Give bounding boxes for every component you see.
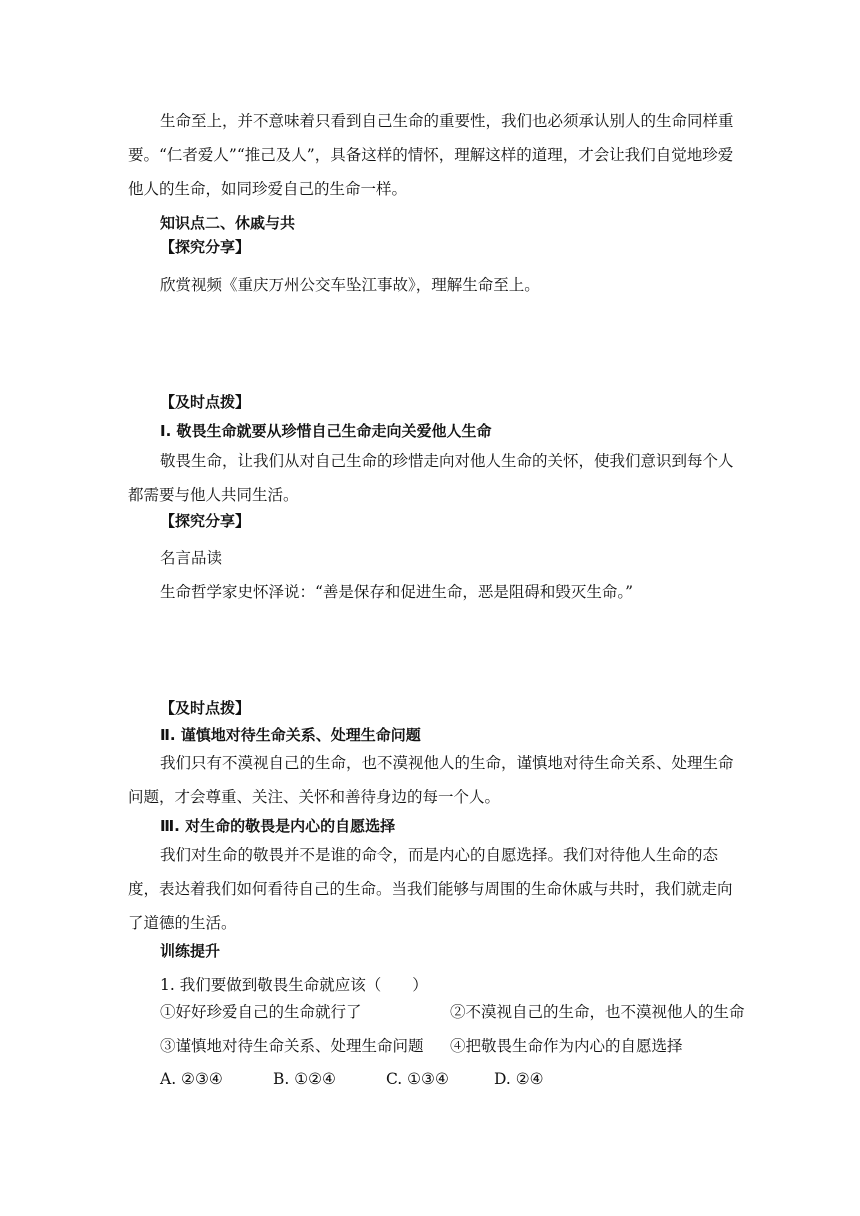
heading-timely-tip-2: 【及时点拨】 — [160, 699, 251, 717]
answer-a: A. ②③④ — [160, 1070, 223, 1088]
answer-b: B. ①②④ — [273, 1070, 336, 1088]
heading-point-3: Ⅲ. 对生命的敬畏是内心的自愿选择 — [160, 817, 396, 835]
paragraph-schweitzer-quote: 生命哲学家史怀泽说：“善是保存和促进生命，恶是阻碍和毁灭生命。” — [160, 583, 634, 601]
paragraph-point-3: 我们对生命的敬畏并不是谁的命令，而是内心的自愿选择。我们对待他人生命的态度，表达着我们如何看待自己的生命。当我们能够与周围的生命休戚与共时，我们就走向了道德的生活。 — [128, 846, 733, 932]
heading-knowledge-point-2: 知识点二、休戚与共 — [160, 214, 296, 232]
question-1: 1. 我们要做到敬畏生命就应该（ ） — [160, 976, 428, 994]
option-2: ②不漠视自己的生命，也不漠视他人的生命 — [450, 1003, 745, 1021]
option-3: ③谨慎地对待生命关系、处理生命问题 — [160, 1037, 424, 1055]
paragraph-watch-video: 欣赏视频《重庆万州公交车坠江事故》，理解生命至上。 — [160, 276, 540, 294]
paragraph-point-2: 我们只有不漠视自己的生命，也不漠视他人的生命，谨慎地对待生命关系、处理生命问题，才会尊重、关注、关怀和善待身边的每一个人。 — [128, 754, 734, 806]
paragraph-life-supreme: 生命至上，并不意味着只看到自己生命的重要性，我们也必须承认别人的生命同样重要。“仁者爱人”“推己及人”，具备这样的情怀，理解这样的道理，才会让我们自觉地珍爱他人的生命，如同珍爱自己的生命一样。 — [128, 112, 734, 198]
question-1-options — [160, 1002, 745, 1082]
heading-training: 训练提升 — [160, 942, 221, 960]
paragraph-point-1: 敬畏生命，让我们从对自己生命的珍惜走向对他人生命的关怀，使我们意识到每个人都需要与他人共同生活。 — [128, 452, 734, 504]
option-1: ①好好珍爱自己的生命就行了 — [160, 1003, 362, 1021]
option-4: ④把敬畏生命作为内心的自愿选择 — [450, 1037, 683, 1055]
text-quote-reading: 名言品读 — [160, 549, 223, 567]
heading-point-1: Ⅰ. 敬畏生命就要从珍惜自己生命走向关爱他人生命 — [160, 422, 492, 440]
heading-explore-share-1: 【探究分享】 — [160, 238, 251, 256]
answer-d: D. ②④ — [494, 1070, 544, 1088]
heading-timely-tip-1: 【及时点拨】 — [160, 393, 251, 411]
heading-point-2: Ⅱ. 谨慎地对待生命关系、处理生命问题 — [160, 726, 421, 744]
heading-explore-share-2: 【探究分享】 — [160, 512, 251, 530]
answer-c: C. ①③④ — [386, 1070, 449, 1088]
